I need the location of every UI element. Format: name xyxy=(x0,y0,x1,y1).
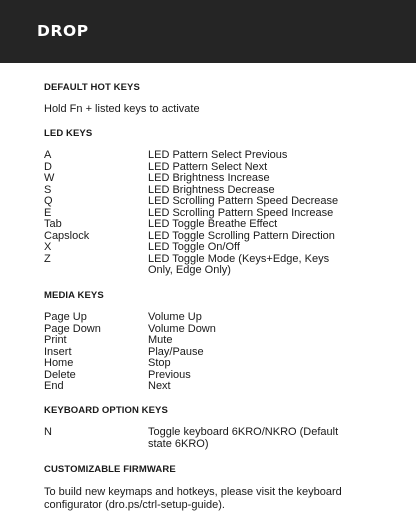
option-keys-list xyxy=(44,427,389,450)
key-row xyxy=(44,150,389,162)
key-name: Tab xyxy=(44,218,62,230)
key-action: LED Pattern Select Previous xyxy=(148,149,288,161)
key-name: Home xyxy=(44,357,74,369)
key-action: Volume Up xyxy=(148,311,202,323)
key-row xyxy=(44,219,389,231)
key-name: Insert xyxy=(44,345,72,358)
key-name: A xyxy=(44,149,52,161)
key-action: Play/Pause xyxy=(148,345,204,358)
key-action: Previous xyxy=(148,368,191,381)
key-action: LED Pattern Select Next xyxy=(148,160,268,173)
firmware-instruction: To build new keymaps and hotkeys, please visit the keyboard configurator (dro.ps/ctrl-setup-guide). xyxy=(44,486,342,511)
key-name: W xyxy=(44,172,55,184)
key-row xyxy=(44,370,389,382)
key-name: Z xyxy=(44,252,51,265)
key-name: E xyxy=(44,206,52,219)
key-action: Next xyxy=(148,380,171,392)
section-title-options: KEYBOARD OPTION KEYS xyxy=(44,405,168,416)
key-action: LED Brightness Increase xyxy=(148,172,270,184)
key-name: Print xyxy=(44,334,67,346)
key-row xyxy=(44,381,389,393)
key-name: S xyxy=(44,183,52,196)
key-action: Toggle keyboard 6KRO/NKRO (Default state 6KRO) xyxy=(148,426,339,450)
key-row xyxy=(44,173,389,185)
key-name: Page Up xyxy=(44,311,87,323)
key-action: LED Scrolling Pattern Speed Increase xyxy=(148,206,334,219)
header-bar xyxy=(0,0,416,63)
key-name: Delete xyxy=(44,368,76,381)
section-title-media: MEDIA KEYS xyxy=(44,290,104,301)
key-name: Page Down xyxy=(44,322,101,335)
media-keys-list xyxy=(44,312,389,393)
section-title-hotkeys: DEFAULT HOT KEYS xyxy=(44,82,140,93)
key-action: LED Brightness Decrease xyxy=(148,183,275,196)
key-name: End xyxy=(44,380,64,392)
key-action: Stop xyxy=(148,357,171,369)
key-name: Capslock xyxy=(44,229,90,242)
key-row xyxy=(44,347,389,359)
key-name: X xyxy=(44,241,52,253)
key-name: Q xyxy=(44,195,53,207)
key-action: Mute xyxy=(148,334,173,346)
key-action: Volume Down xyxy=(148,322,216,335)
key-row xyxy=(44,427,389,450)
key-action: LED Toggle Breathe Effect xyxy=(148,218,278,230)
drop-logo: DROP xyxy=(37,22,89,40)
key-row xyxy=(44,335,389,347)
key-row xyxy=(44,254,389,277)
key-row xyxy=(44,358,389,370)
hotkeys-instruction: Hold Fn + listed keys to activate xyxy=(44,103,200,115)
section-title-led: LED KEYS xyxy=(44,128,93,139)
key-row xyxy=(44,196,389,208)
key-action: LED Toggle Mode (Keys+Edge, Keys Only, Edge Only) xyxy=(148,252,330,276)
key-name: D xyxy=(44,160,52,173)
key-name: N xyxy=(44,426,52,438)
key-row xyxy=(44,242,389,254)
key-action: LED Toggle Scrolling Pattern Direction xyxy=(148,229,335,242)
section-title-firmware: CUSTOMIZABLE FIRMWARE xyxy=(44,464,176,475)
key-row xyxy=(44,324,389,336)
key-row xyxy=(44,312,389,324)
key-action: LED Scrolling Pattern Speed Decrease xyxy=(148,195,339,207)
led-keys-list xyxy=(44,150,389,277)
key-action: LED Toggle On/Off xyxy=(148,241,240,253)
